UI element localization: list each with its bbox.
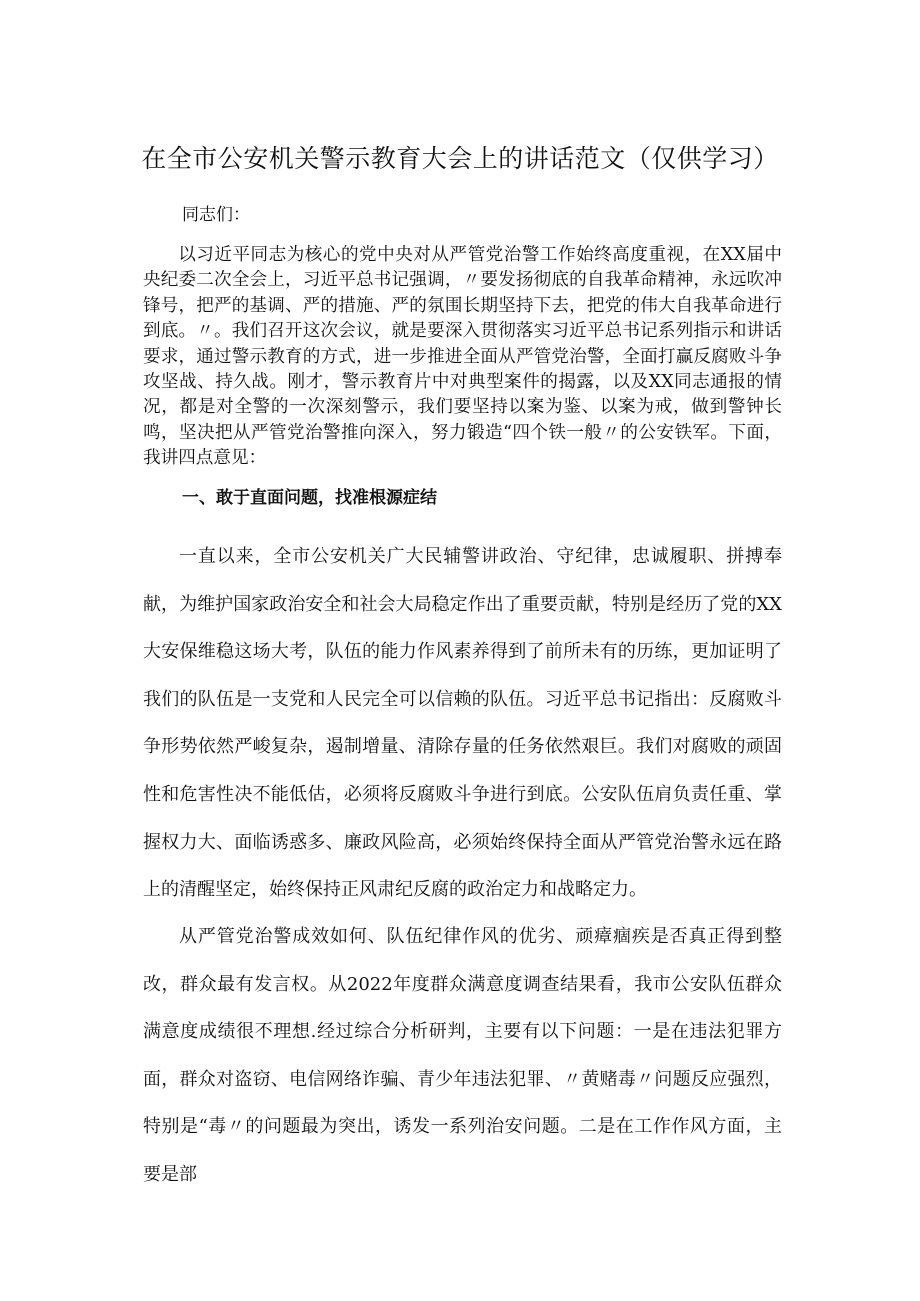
- paragraph-intro: 以习近平同志为核心的党中央对从严管党治警工作始终高度重视，在XX届中央纪委二次全会上，习近平总书记强调，〃要发扬彻底的自我革命精神，永远吹冲锋号，把严的基调、严的措施、严的氛围长期坚持下去，把党的伟大自我革命进行到底。〃。我们召开这次会议，就是要深入贯彻落实习近平总书记系列指示和讲话要求，通过警示教育的方式，进一步推进全面从严管党治警，全面打赢反腐败斗争攻坚战、持久战。刚才，警示教育片中对典型案件的揭露，以及XX同志通报的情况，都是对全警的一次深刻警示，我们要坚持以案为鉴、以案为戒，做到警钟长鸣，坚决把从严管党治警推向深入，努力锻造“四个铁一般〃的公安铁军。下面，我讲四点意见：: [143, 245, 782, 469]
- section-heading-1: 一、敢于直面问题，找准根源症结: [182, 488, 437, 508]
- paragraph-section1-2: 从严管党治警成效如何、队伍纪律作风的优劣、顽瘴痼疾是否真正得到整改，群众最有发言权。从2022年度群众满意度调查结果看，我市公安队伍群众满意度成绩很不理想.经过综合分析研判，主要有以下问题：一是在违法犯罪方面，群众对盗窃、电信网络诈骗、青少年违法犯罪、〃黄赌毒〃问题反应强烈，特别是“毒〃的问题最为突出，诱发一系列治安问题。二是在工作作风方面，主要是部: [143, 926, 782, 1185]
- paragraph-section1-1: 一直以来，全市公安机关广大民辅警讲政治、守纪律，忠诚履职、拼搏奉献，为维护国家政治安全和社会大局稳定作出了重要贡献，特别是经历了党的XX大安保维稳这场大考，队伍的能力作风素养得到了前所未有的历练，更加证明了我们的队伍是一支党和人民完全可以信赖的队伍。习近平总书记指出：反腐败斗争形势依然严峻复杂，遏制增量、清除存量的任务依然艰巨。我们对腐败的顽固性和危害性决不能低估，必须将反腐败斗争进行到底。公安队伍肩负责任重、掌握权力大、面临诱惑多、廉政风险高，必须始终保持全面从严管党治警永远在路上的清醒坚定，始终保持正风肃纪反腐的政治定力和战略定力。: [143, 546, 782, 901]
- document-title: 在全市公安机关警示教育大会上的讲话范文（仅供学习）: [141, 144, 779, 173]
- salutation: 同志们：: [182, 205, 250, 225]
